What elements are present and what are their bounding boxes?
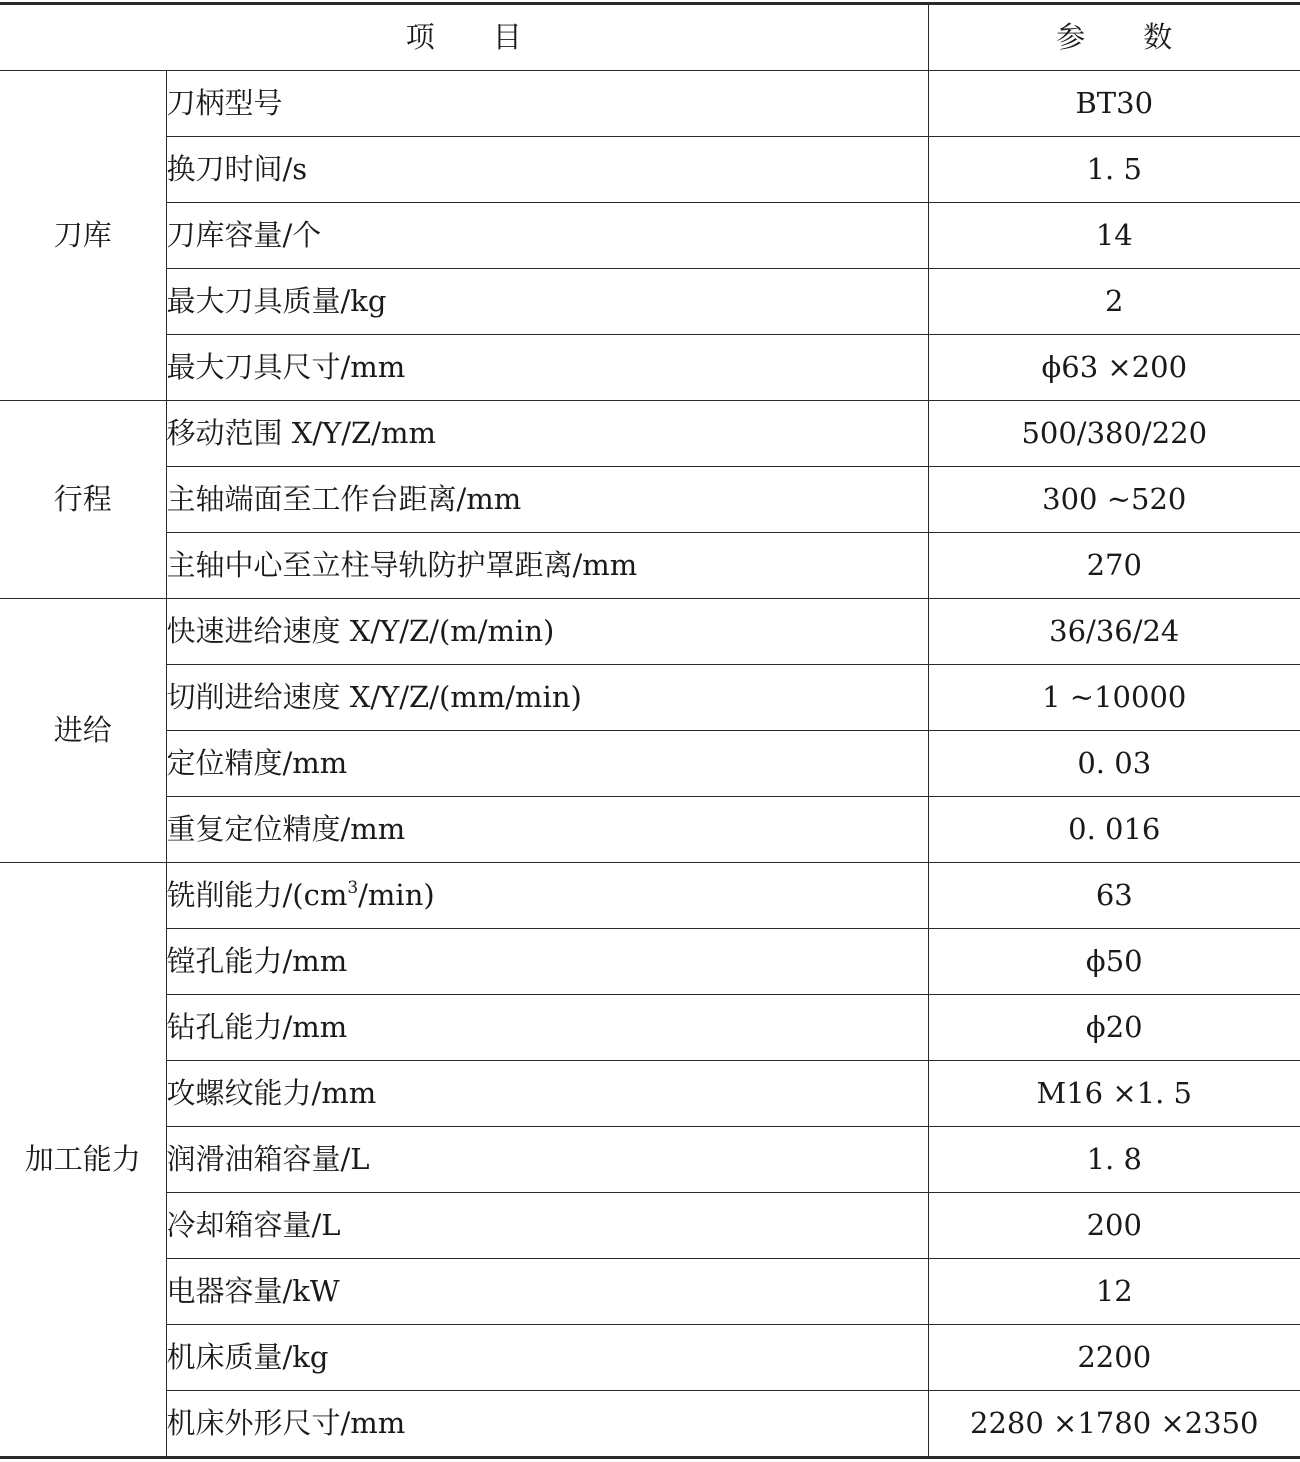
item-cell: 刀柄型号 (166, 71, 928, 137)
value-cell: 14 (928, 203, 1300, 269)
value-cell: 0. 03 (928, 731, 1300, 797)
item-text-post: /min) (358, 878, 435, 912)
value-cell: 36/36/24 (928, 599, 1300, 665)
item-cell: 换刀时间/s (166, 137, 928, 203)
table-row (0, 335, 1300, 401)
table-row (0, 731, 1300, 797)
table-row (0, 929, 1300, 995)
item-cell: 镗孔能力/mm (166, 929, 928, 995)
table-row (0, 137, 1300, 203)
item-cell: 主轴中心至立柱导轨防护罩距离/mm (166, 533, 928, 599)
item-cell: 重复定位精度/mm (166, 797, 928, 863)
category-cell: 进给 (0, 599, 166, 863)
item-cell: 攻螺纹能力/mm (166, 1061, 928, 1127)
header-row (0, 4, 1300, 71)
value-cell: BT30 (928, 71, 1300, 137)
value-cell: 0. 016 (928, 797, 1300, 863)
header-item: 项 目 (0, 4, 928, 71)
table-row (0, 1127, 1300, 1193)
value-cell: M16 ×1. 5 (928, 1061, 1300, 1127)
value-cell: 300 ~520 (928, 467, 1300, 533)
item-cell: 钻孔能力/mm (166, 995, 928, 1061)
category-cell: 行程 (0, 401, 166, 599)
value-cell: 2 (928, 269, 1300, 335)
table-row (0, 269, 1300, 335)
table-row (0, 665, 1300, 731)
item-cell: 冷却箱容量/L (166, 1193, 928, 1259)
value-cell: 500/380/220 (928, 401, 1300, 467)
value-cell: 12 (928, 1259, 1300, 1325)
item-cell: 机床外形尺寸/mm (166, 1391, 928, 1458)
item-cell: 润滑油箱容量/L (166, 1127, 928, 1193)
item-cell: 定位精度/mm (166, 731, 928, 797)
value-cell: 270 (928, 533, 1300, 599)
item-cell: 最大刀具质量/kg (166, 269, 928, 335)
value-cell: ϕ63 ×200 (928, 335, 1300, 401)
table-row (0, 797, 1300, 863)
table-row (0, 1391, 1300, 1458)
header-param: 参 数 (928, 4, 1300, 71)
table-row (0, 71, 1300, 137)
value-cell: 1. 5 (928, 137, 1300, 203)
item-cell: 刀库容量/个 (166, 203, 928, 269)
spec-table (0, 2, 1300, 1459)
item-cell: 切削进给速度 X/Y/Z/(mm/min) (166, 665, 928, 731)
item-superscript: 3 (347, 878, 359, 898)
item-cell (166, 863, 928, 929)
item-cell: 移动范围 X/Y/Z/mm (166, 401, 928, 467)
table-row (0, 1259, 1300, 1325)
category-cell: 加工能力 (0, 863, 166, 1458)
table-row (0, 401, 1300, 467)
item-cell: 快速进给速度 X/Y/Z/(m/min) (166, 599, 928, 665)
table-row (0, 599, 1300, 665)
value-cell: 63 (928, 863, 1300, 929)
table-row (0, 467, 1300, 533)
value-cell: 200 (928, 1193, 1300, 1259)
table-row (0, 863, 1300, 929)
value-cell: ϕ50 (928, 929, 1300, 995)
item-cell: 机床质量/kg (166, 1325, 928, 1391)
item-cell: 主轴端面至工作台距离/mm (166, 467, 928, 533)
value-cell: ϕ20 (928, 995, 1300, 1061)
table-row (0, 1061, 1300, 1127)
table-row (0, 203, 1300, 269)
table-row (0, 1193, 1300, 1259)
value-cell: 2280 ×1780 ×2350 (928, 1391, 1300, 1458)
value-cell: 1 ~10000 (928, 665, 1300, 731)
item-text-pre: 铣削能力/(cm (166, 878, 348, 912)
value-cell: 2200 (928, 1325, 1300, 1391)
category-cell: 刀库 (0, 71, 166, 401)
value-cell: 1. 8 (928, 1127, 1300, 1193)
table-row (0, 1325, 1300, 1391)
table-row (0, 533, 1300, 599)
item-cell: 最大刀具尺寸/mm (166, 335, 928, 401)
table-row (0, 995, 1300, 1061)
item-cell: 电器容量/kW (166, 1259, 928, 1325)
